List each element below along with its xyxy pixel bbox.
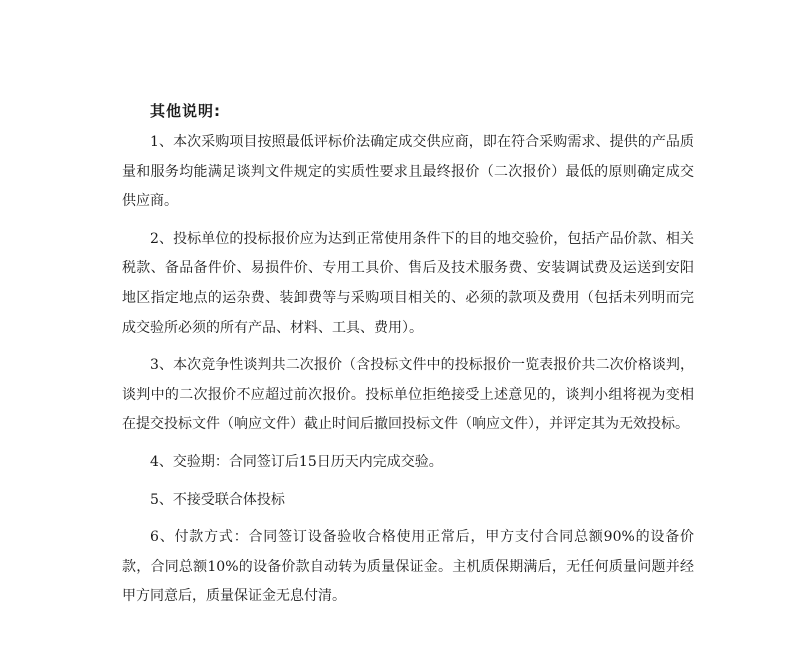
document-body	[122, 98, 694, 620]
paragraph-4: 4、交验期：合同签订后15日历天内完成交验。	[150, 453, 443, 470]
paragraph-6: 6、付款方式：合同签订设备验收合格使用正常后，甲方支付合同总额90%的设备价款，合同总额10%的设备价款自动转为质量保证金。主机质保期满后，无任何质量问题并经甲方同意后，质量保证金无息付清。	[122, 529, 694, 605]
paragraph-5: 5、不接受联合体投标	[150, 491, 285, 508]
section-heading: 其他说明:	[150, 102, 221, 120]
paragraph-2: 2、投标单位的投标报价应为达到正常使用条件下的目的地交验价，包括产品价款、相关税款、备品备件价、易损件价、专用工具价、售后及技术服务费、安装调试费及运送到安阳地区指定地点的运杂费、装卸费等与采购项目相关的、必须的款项及费用（包括未列明而完成交验所必须的所有产品、材料、工具、费用）。	[122, 230, 694, 336]
paragraph-1: 1、本次采购项目按照最低评标价法确定成交供应商，即在符合采购需求、提供的产品质量和服务均能满足谈判文件规定的实质性要求且最终报价（二次报价）最低的原则确定成交供应商。	[122, 134, 694, 210]
paragraph-3: 3、本次竞争性谈判共二次报价（含投标文件中的投标报价一览表报价共二次价格谈判，谈判中的二次报价不应超过前次报价。投标单位拒绝接受上述意见的，谈判小组将视为变相在提交投标文件（响应文件）截止时间后撤回投标文件（响应文件），并评定其为无效投标。	[122, 357, 694, 433]
